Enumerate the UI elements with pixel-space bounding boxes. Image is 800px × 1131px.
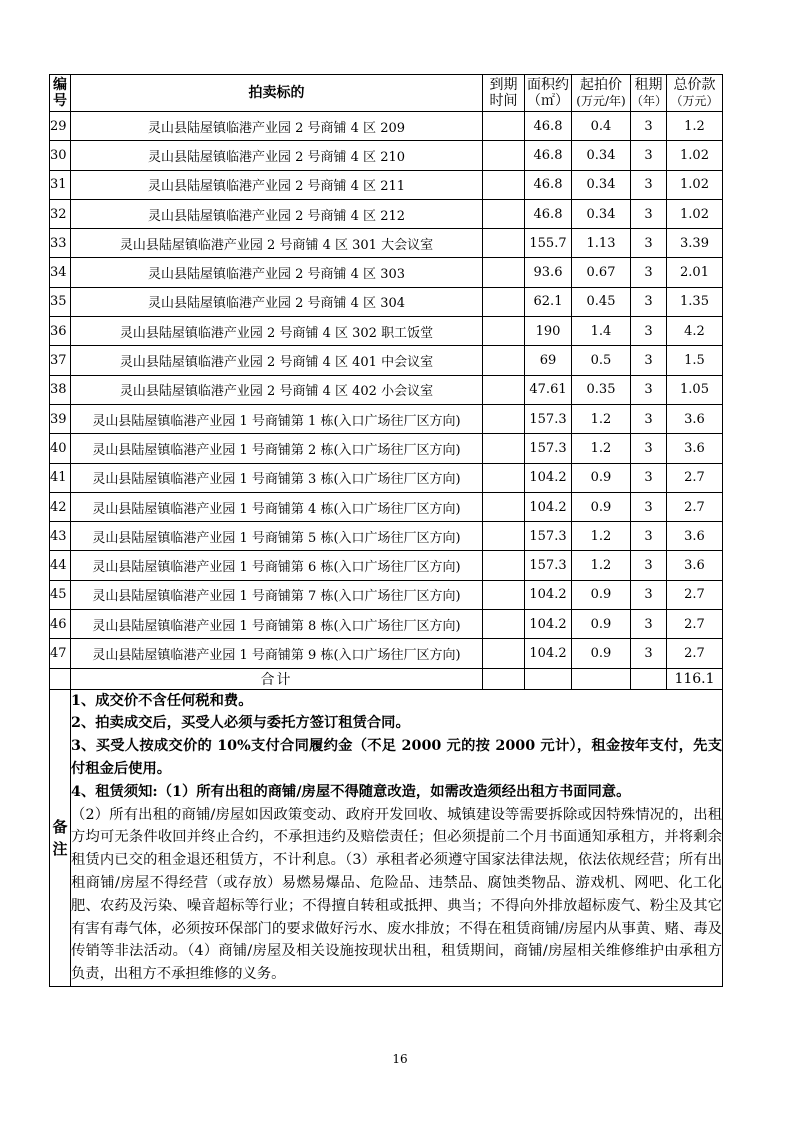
total-blank-price — [572, 668, 631, 689]
header-due — [483, 75, 525, 112]
row-subject: 灵山县陆屋镇临港产业园 2 号商铺 4 区 304 — [71, 287, 483, 316]
table-row — [50, 346, 723, 375]
row-starting-price: 0.45 — [572, 287, 631, 316]
row-lease-term: 3 — [631, 317, 667, 346]
row-lease-term: 3 — [631, 287, 667, 316]
table-row — [50, 141, 723, 170]
row-total-price: 1.02 — [667, 141, 723, 170]
row-starting-price: 0.5 — [572, 346, 631, 375]
row-number: 39 — [50, 404, 71, 433]
row-number: 32 — [50, 199, 71, 228]
row-area: 69 — [525, 346, 572, 375]
row-due-date — [483, 229, 525, 258]
header-due-bottom: 时间 — [489, 93, 518, 109]
row-lease-term: 3 — [631, 434, 667, 463]
table-header — [50, 75, 723, 112]
row-due-date — [483, 375, 525, 404]
row-area: 62.1 — [525, 287, 572, 316]
row-number: 35 — [50, 287, 71, 316]
table-row — [50, 580, 723, 609]
note-4-body: （2）所有出租的商铺/房屋如因政策变动、政府开发回收、城镇建设等需要拆除或因特殊情况的，出租方均可无条件收回并终止合约，不承担违约及赔偿责任；但必须提前二个月书面通知承租方，并将剩余租赁内已交的租金退还租赁方，不计利息。（3）承租者必须遵守国家法律法规，依法依规经营；所有出租商铺/房屋不得经营（或存放）易燃易爆品、危险品、违禁品、腐蚀类物品、游戏机、网吧、化工化肥、农药及污染、噪音超标等行业；不得擅自转租或抵押、典当；不得向外排放超标废气、粉尘及其它有害有毒气体，必须按环保部门的要求做好污水、废水排放；不得在租赁商铺/房屋内从事黄、赌、毒及传销等非法活动。（4）商铺/房屋及相关设施按现状出租，租赁期间，商铺/房屋相关维修维护由承租方负责，出租方不承担维修的义务。 — [71, 806, 722, 983]
row-lease-term: 3 — [631, 639, 667, 668]
row-starting-price: 0.35 — [572, 375, 631, 404]
note-3-g: 元计），租金按年支付，先支付租金后使用。 — [71, 738, 722, 778]
row-area: 157.3 — [525, 551, 572, 580]
row-due-date — [483, 492, 525, 521]
header-no — [50, 75, 71, 112]
row-area: 104.2 — [525, 580, 572, 609]
row-total-price: 2.7 — [667, 610, 723, 639]
row-starting-price: 0.67 — [572, 258, 631, 287]
row-subject: 灵山县陆屋镇临港产业园 1 号商铺第 3 栋(入口广场往厂区方向) — [71, 463, 483, 492]
table-row — [50, 170, 723, 199]
total-value: 116.1 — [667, 668, 723, 689]
header-no-top: 编 — [53, 77, 67, 93]
row-lease-term: 3 — [631, 112, 667, 141]
row-total-price: 4.2 — [667, 317, 723, 346]
row-area: 93.6 — [525, 258, 572, 287]
header-total — [667, 75, 723, 112]
row-starting-price: 0.34 — [572, 141, 631, 170]
row-due-date — [483, 317, 525, 346]
row-number: 31 — [50, 170, 71, 199]
row-lease-term: 3 — [631, 170, 667, 199]
row-subject: 灵山县陆屋镇临港产业园 2 号商铺 4 区 303 — [71, 258, 483, 287]
row-total-price: 2.01 — [667, 258, 723, 287]
header-term — [631, 75, 667, 112]
table-row — [50, 492, 723, 521]
row-total-price: 2.7 — [667, 639, 723, 668]
header-price-top: 起拍价 — [580, 77, 622, 93]
row-lease-term: 3 — [631, 463, 667, 492]
header-subject: 拍卖标的 — [71, 75, 483, 112]
table-row — [50, 522, 723, 551]
row-lease-term: 3 — [631, 199, 667, 228]
row-area: 104.2 — [525, 610, 572, 639]
row-due-date — [483, 522, 525, 551]
note-4: 4、租赁须知:（1）所有出租的商铺/房屋不得随意改造，如需改造须经出租方书面同意。 — [71, 783, 631, 800]
notes-label-bottom: 注 — [52, 839, 68, 858]
row-area: 104.2 — [525, 463, 572, 492]
table-row — [50, 610, 723, 639]
header-term-top: 租期 — [634, 77, 663, 93]
total-blank-due — [483, 668, 525, 689]
total-blank-term — [631, 668, 667, 689]
row-subject: 灵山县陆屋镇临港产业园 2 号商铺 4 区 211 — [71, 170, 483, 199]
row-subject: 灵山县陆屋镇临港产业园 1 号商铺第 6 栋(入口广场往厂区方向) — [71, 551, 483, 580]
row-due-date — [483, 287, 525, 316]
row-lease-term: 3 — [631, 258, 667, 287]
row-number: 46 — [50, 610, 71, 639]
table-row — [50, 317, 723, 346]
header-total-top: 总价款 — [673, 77, 716, 93]
table-row — [50, 375, 723, 404]
row-subject: 灵山县陆屋镇临港产业园 1 号商铺第 1 栋(入口广场往厂区方向) — [71, 404, 483, 433]
row-lease-term: 3 — [631, 375, 667, 404]
row-starting-price: 0.4 — [572, 112, 631, 141]
row-number: 38 — [50, 375, 71, 404]
row-total-price: 2.7 — [667, 463, 723, 492]
row-total-price: 1.02 — [667, 199, 723, 228]
row-number: 42 — [50, 492, 71, 521]
row-number: 29 — [50, 112, 71, 141]
row-subject: 灵山县陆屋镇临港产业园 1 号商铺第 5 栋(入口广场往厂区方向) — [71, 522, 483, 551]
row-due-date — [483, 580, 525, 609]
row-subject: 灵山县陆屋镇临港产业园 1 号商铺第 2 栋(入口广场往厂区方向) — [71, 434, 483, 463]
row-due-date — [483, 551, 525, 580]
row-starting-price: 1.2 — [572, 551, 631, 580]
row-subject: 灵山县陆屋镇临港产业园 1 号商铺第 9 栋(入口广场往厂区方向) — [71, 639, 483, 668]
row-number: 44 — [50, 551, 71, 580]
row-lease-term: 3 — [631, 551, 667, 580]
total-blank — [50, 668, 71, 689]
row-subject: 灵山县陆屋镇临港产业园 1 号商铺第 8 栋(入口广场往厂区方向) — [71, 610, 483, 639]
row-total-price: 3.6 — [667, 551, 723, 580]
header-area-bottom: （㎡） — [527, 93, 569, 109]
header-no-bottom: 号 — [53, 93, 67, 109]
notes-label-top: 备 — [52, 817, 68, 836]
header-price — [572, 75, 631, 112]
row-starting-price: 0.9 — [572, 610, 631, 639]
row-subject: 灵山县陆屋镇临港产业园 2 号商铺 4 区 401 中会议室 — [71, 346, 483, 375]
row-subject: 灵山县陆屋镇临港产业园 2 号商铺 4 区 302 职工饭堂 — [71, 317, 483, 346]
note-1: 1、成交价不含任何税和费。 — [71, 692, 253, 709]
row-total-price: 1.35 — [667, 287, 723, 316]
row-number: 43 — [50, 522, 71, 551]
notes-label — [50, 689, 71, 986]
row-area: 46.8 — [525, 170, 572, 199]
row-subject: 灵山县陆屋镇临港产业园 2 号商铺 4 区 212 — [71, 199, 483, 228]
row-area: 190 — [525, 317, 572, 346]
note-3 — [71, 735, 722, 781]
header-price-bottom: (万元/年) — [576, 94, 626, 108]
row-due-date — [483, 434, 525, 463]
row-due-date — [483, 639, 525, 668]
row-starting-price: 1.4 — [572, 317, 631, 346]
note-3-f: 2000 — [495, 738, 536, 755]
notes-row — [50, 689, 723, 986]
row-starting-price: 1.2 — [572, 434, 631, 463]
row-starting-price: 0.9 — [572, 580, 631, 609]
table-row — [50, 404, 723, 433]
row-total-price: 3.6 — [667, 522, 723, 551]
row-due-date — [483, 346, 525, 375]
row-total-price: 3.6 — [667, 404, 723, 433]
row-subject: 灵山县陆屋镇临港产业园 1 号商铺第 7 栋(入口广场往厂区方向) — [71, 580, 483, 609]
row-subject: 灵山县陆屋镇临港产业园 2 号商铺 4 区 209 — [71, 112, 483, 141]
row-lease-term: 3 — [631, 580, 667, 609]
row-subject: 灵山县陆屋镇临港产业园 2 号商铺 4 区 210 — [71, 141, 483, 170]
row-due-date — [483, 404, 525, 433]
row-subject: 灵山县陆屋镇临港产业园 1 号商铺第 4 栋(入口广场往厂区方向) — [71, 492, 483, 521]
table-row — [50, 434, 723, 463]
row-starting-price: 0.9 — [572, 639, 631, 668]
row-number: 40 — [50, 434, 71, 463]
auction-table — [49, 74, 723, 987]
row-number: 47 — [50, 639, 71, 668]
row-number: 37 — [50, 346, 71, 375]
header-term-bottom: （年） — [631, 94, 668, 108]
table-row — [50, 639, 723, 668]
row-number: 41 — [50, 463, 71, 492]
row-number: 45 — [50, 580, 71, 609]
row-number: 34 — [50, 258, 71, 287]
row-due-date — [483, 258, 525, 287]
table-row — [50, 258, 723, 287]
row-starting-price: 0.9 — [572, 492, 631, 521]
row-area: 104.2 — [525, 492, 572, 521]
row-area: 157.3 — [525, 434, 572, 463]
row-lease-term: 3 — [631, 404, 667, 433]
row-number: 33 — [50, 229, 71, 258]
row-total-price: 1.05 — [667, 375, 723, 404]
row-area: 155.7 — [525, 229, 572, 258]
table-row — [50, 287, 723, 316]
notes-content — [71, 689, 723, 986]
header-area — [525, 75, 572, 112]
row-starting-price: 0.34 — [572, 199, 631, 228]
row-area: 46.8 — [525, 112, 572, 141]
row-due-date — [483, 610, 525, 639]
row-starting-price: 1.13 — [572, 229, 631, 258]
note-3-b: 10% — [217, 738, 251, 755]
row-due-date — [483, 170, 525, 199]
note-3-d: 2000 — [401, 738, 442, 755]
row-total-price: 1.2 — [667, 112, 723, 141]
row-lease-term: 3 — [631, 522, 667, 551]
row-lease-term: 3 — [631, 141, 667, 170]
row-subject: 灵山县陆屋镇临港产业园 2 号商铺 4 区 402 小会议室 — [71, 375, 483, 404]
row-area: 104.2 — [525, 639, 572, 668]
row-area: 157.3 — [525, 404, 572, 433]
row-number: 36 — [50, 317, 71, 346]
header-area-top: 面积约 — [527, 77, 569, 93]
header-due-top: 到期 — [489, 77, 518, 93]
row-area: 47.61 — [525, 375, 572, 404]
row-number: 30 — [50, 141, 71, 170]
row-due-date — [483, 141, 525, 170]
note-3-a: 3、买受人按成交价的 — [71, 738, 218, 755]
row-lease-term: 3 — [631, 610, 667, 639]
row-lease-term: 3 — [631, 492, 667, 521]
row-lease-term: 3 — [631, 346, 667, 375]
page-number: 16 — [392, 1052, 408, 1066]
table-row — [50, 199, 723, 228]
note-2: 2、拍卖成交后，买受人必须与委托方签订租赁合同。 — [71, 715, 410, 732]
row-due-date — [483, 112, 525, 141]
header-total-bottom: （万元） — [670, 94, 719, 108]
note-3-c: 支付合同履约金（不足 — [250, 738, 402, 755]
row-starting-price: 0.9 — [572, 463, 631, 492]
table-row — [50, 463, 723, 492]
row-total-price: 2.7 — [667, 492, 723, 521]
row-total-price: 3.6 — [667, 434, 723, 463]
row-starting-price: 0.34 — [572, 170, 631, 199]
total-label: 合计 — [71, 668, 483, 689]
row-due-date — [483, 463, 525, 492]
row-lease-term: 3 — [631, 229, 667, 258]
row-area: 46.8 — [525, 199, 572, 228]
row-total-price: 3.39 — [667, 229, 723, 258]
row-area: 157.3 — [525, 522, 572, 551]
total-row — [50, 668, 723, 689]
table-row — [50, 551, 723, 580]
row-total-price: 1.5 — [667, 346, 723, 375]
total-blank-area — [525, 668, 572, 689]
row-starting-price: 1.2 — [572, 404, 631, 433]
table-row — [50, 112, 723, 141]
table-row — [50, 229, 723, 258]
row-total-price: 1.02 — [667, 170, 723, 199]
row-total-price: 2.7 — [667, 580, 723, 609]
note-3-e: 元的按 — [441, 738, 496, 755]
row-area: 46.8 — [525, 141, 572, 170]
row-starting-price: 1.2 — [572, 522, 631, 551]
row-due-date — [483, 199, 525, 228]
row-subject: 灵山县陆屋镇临港产业园 2 号商铺 4 区 301 大会议室 — [71, 229, 483, 258]
